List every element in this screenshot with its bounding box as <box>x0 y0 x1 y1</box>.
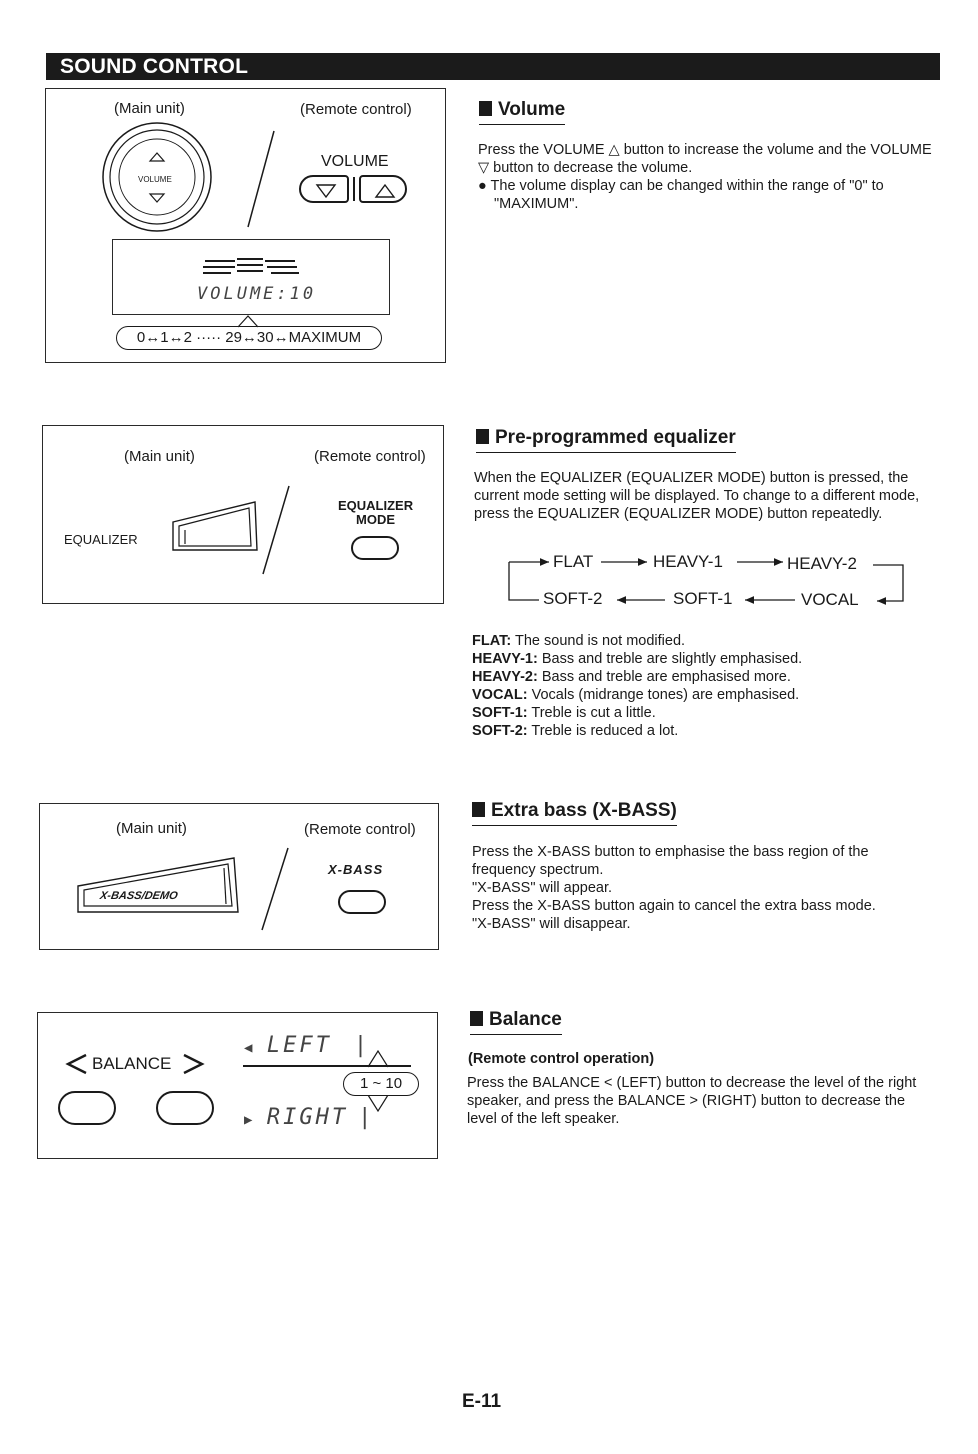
xbass-button-icon <box>76 854 244 916</box>
chevron-left-icon <box>64 1053 90 1075</box>
xbass-heading: Extra bass (X-BASS) <box>472 800 677 826</box>
equalizer-diagram <box>42 425 444 604</box>
def-heavy-2: HEAVY-2: Bass and treble are emphasised more. <box>472 669 791 685</box>
mode-heavy-1: HEAVY-1 <box>653 552 723 571</box>
equalizer-remote-label-1: EQUALIZER <box>338 498 414 513</box>
heading-square-icon <box>470 1011 483 1026</box>
balance-right-button[interactable] <box>156 1091 214 1125</box>
remote-volume-label: VOLUME <box>321 153 389 170</box>
heading-square-icon <box>472 802 485 817</box>
remote-caption: (Remote control) <box>304 821 416 838</box>
mode-flat: FLAT <box>553 552 594 571</box>
mode-soft-2: SOFT-2 <box>543 589 603 608</box>
equalizer-mode-flow <box>505 548 915 618</box>
balance-label: BALANCE <box>92 1054 172 1073</box>
balance-left-button[interactable] <box>58 1091 116 1125</box>
triangle-down-icon <box>315 183 337 199</box>
volume-display <box>112 239 390 315</box>
chevron-right-icon <box>180 1053 206 1075</box>
balance-diagram <box>37 1012 438 1159</box>
equalizer-button-icon <box>171 498 263 554</box>
bullet-icon: ● <box>478 178 491 194</box>
def-heavy-1: HEAVY-1: Bass and treble are slightly emphasised. <box>472 651 803 667</box>
def-soft-2: SOFT-2: Treble is reduced a lot. <box>472 723 679 739</box>
equalizer-mode-button[interactable] <box>351 536 399 560</box>
volume-up-button[interactable] <box>359 175 407 203</box>
volume-diagram <box>45 88 446 363</box>
equalizer-main-label: EQUALIZER <box>64 532 138 547</box>
left-arrow-icon: ◀ <box>244 1040 267 1056</box>
xbass-button[interactable] <box>338 890 386 914</box>
def-vocal: VOCAL: Vocals (midrange tones) are emphasised. <box>472 687 800 703</box>
divider-slash <box>261 484 291 576</box>
divider-slash <box>246 129 276 229</box>
balance-left-display: ◀ LEFT | <box>244 1033 371 1058</box>
balance-paragraph: Press the BALANCE < (LEFT) button to decrease the level of the right speaker, and press the BALANCE > (RIGHT) button to decrease the level of the left speaker. <box>467 1075 917 1127</box>
equalizer-heading: Pre-programmed equalizer <box>476 427 736 453</box>
main-unit-caption: (Main unit) <box>114 100 185 117</box>
mode-heavy-2: HEAVY-2 <box>787 554 857 573</box>
divider-slash <box>260 846 290 932</box>
page-number: E-11 <box>462 1391 502 1412</box>
mode-soft-1: SOFT-1 <box>673 589 733 608</box>
equalizer-paragraph: When the EQUALIZER (EQUALIZER MODE) button is pressed, the current mode setting will be displayed. To change to a different mode, press the EQUALIZER (EQUALIZER MODE) button repeatedly. <box>474 470 920 522</box>
volume-paragraph: Press the VOLUME △ button to increase the volume and the VOLUME ▽ button to decrease the volume. <box>478 142 932 176</box>
main-unit-caption: (Main unit) <box>116 820 187 837</box>
xbass-line-3: Press the X-BASS button again to cancel the extra bass mode. <box>472 898 876 914</box>
balance-subheading: (Remote control operation) <box>468 1051 655 1067</box>
volume-range: 0↔1↔2 ····· 29↔30↔MAXIMUM <box>116 326 382 350</box>
equalizer-remote-label-2: MODE <box>356 512 395 527</box>
xbass-line-1: Press the X-BASS button to emphasise the bass region of the frequency spectrum. <box>472 844 869 878</box>
volume-button-divider <box>353 177 355 201</box>
volume-down-button[interactable] <box>299 175 349 203</box>
xbass-line-4: "X-BASS" will disappear. <box>472 916 631 932</box>
right-arrow-icon: ▶ <box>244 1112 267 1128</box>
balance-range: 1 ~ 10 <box>343 1072 419 1096</box>
xbass-remote-label: X-BASS <box>328 862 384 877</box>
volume-bullet: ● The volume display can be changed within the range of "0" to "MAXIMUM". <box>478 178 884 212</box>
xbass-diagram <box>39 803 439 950</box>
xbass-line-2: "X-BASS" will appear. <box>472 880 613 896</box>
volume-remote-buttons <box>299 175 407 203</box>
remote-caption: (Remote control) <box>314 448 426 465</box>
xbass-main-label: X-BASS/DEMO <box>98 890 179 902</box>
mode-vocal: VOCAL <box>801 590 859 609</box>
balance-right-display: ▶ RIGHT | <box>244 1105 375 1130</box>
volume-text <box>478 141 942 213</box>
volume-knob-label: VOLUME <box>138 175 172 184</box>
triangle-up-icon <box>374 183 396 199</box>
remote-caption: (Remote control) <box>300 101 412 118</box>
def-flat: FLAT: The sound is not modified. <box>472 633 686 649</box>
xbass-text <box>472 843 936 933</box>
heading-square-icon <box>479 101 492 116</box>
equalizer-definitions <box>472 632 932 740</box>
balance-heading: Balance <box>470 1009 562 1035</box>
volume-display-text: VOLUME:10 <box>197 284 317 304</box>
level-bars-icon <box>199 258 303 276</box>
heading-square-icon <box>476 429 489 444</box>
def-soft-1: SOFT-1: Treble is cut a little. <box>472 705 656 721</box>
page-title: SOUND CONTROL <box>60 55 249 78</box>
volume-heading: Volume <box>479 99 565 125</box>
main-unit-caption: (Main unit) <box>124 448 195 465</box>
